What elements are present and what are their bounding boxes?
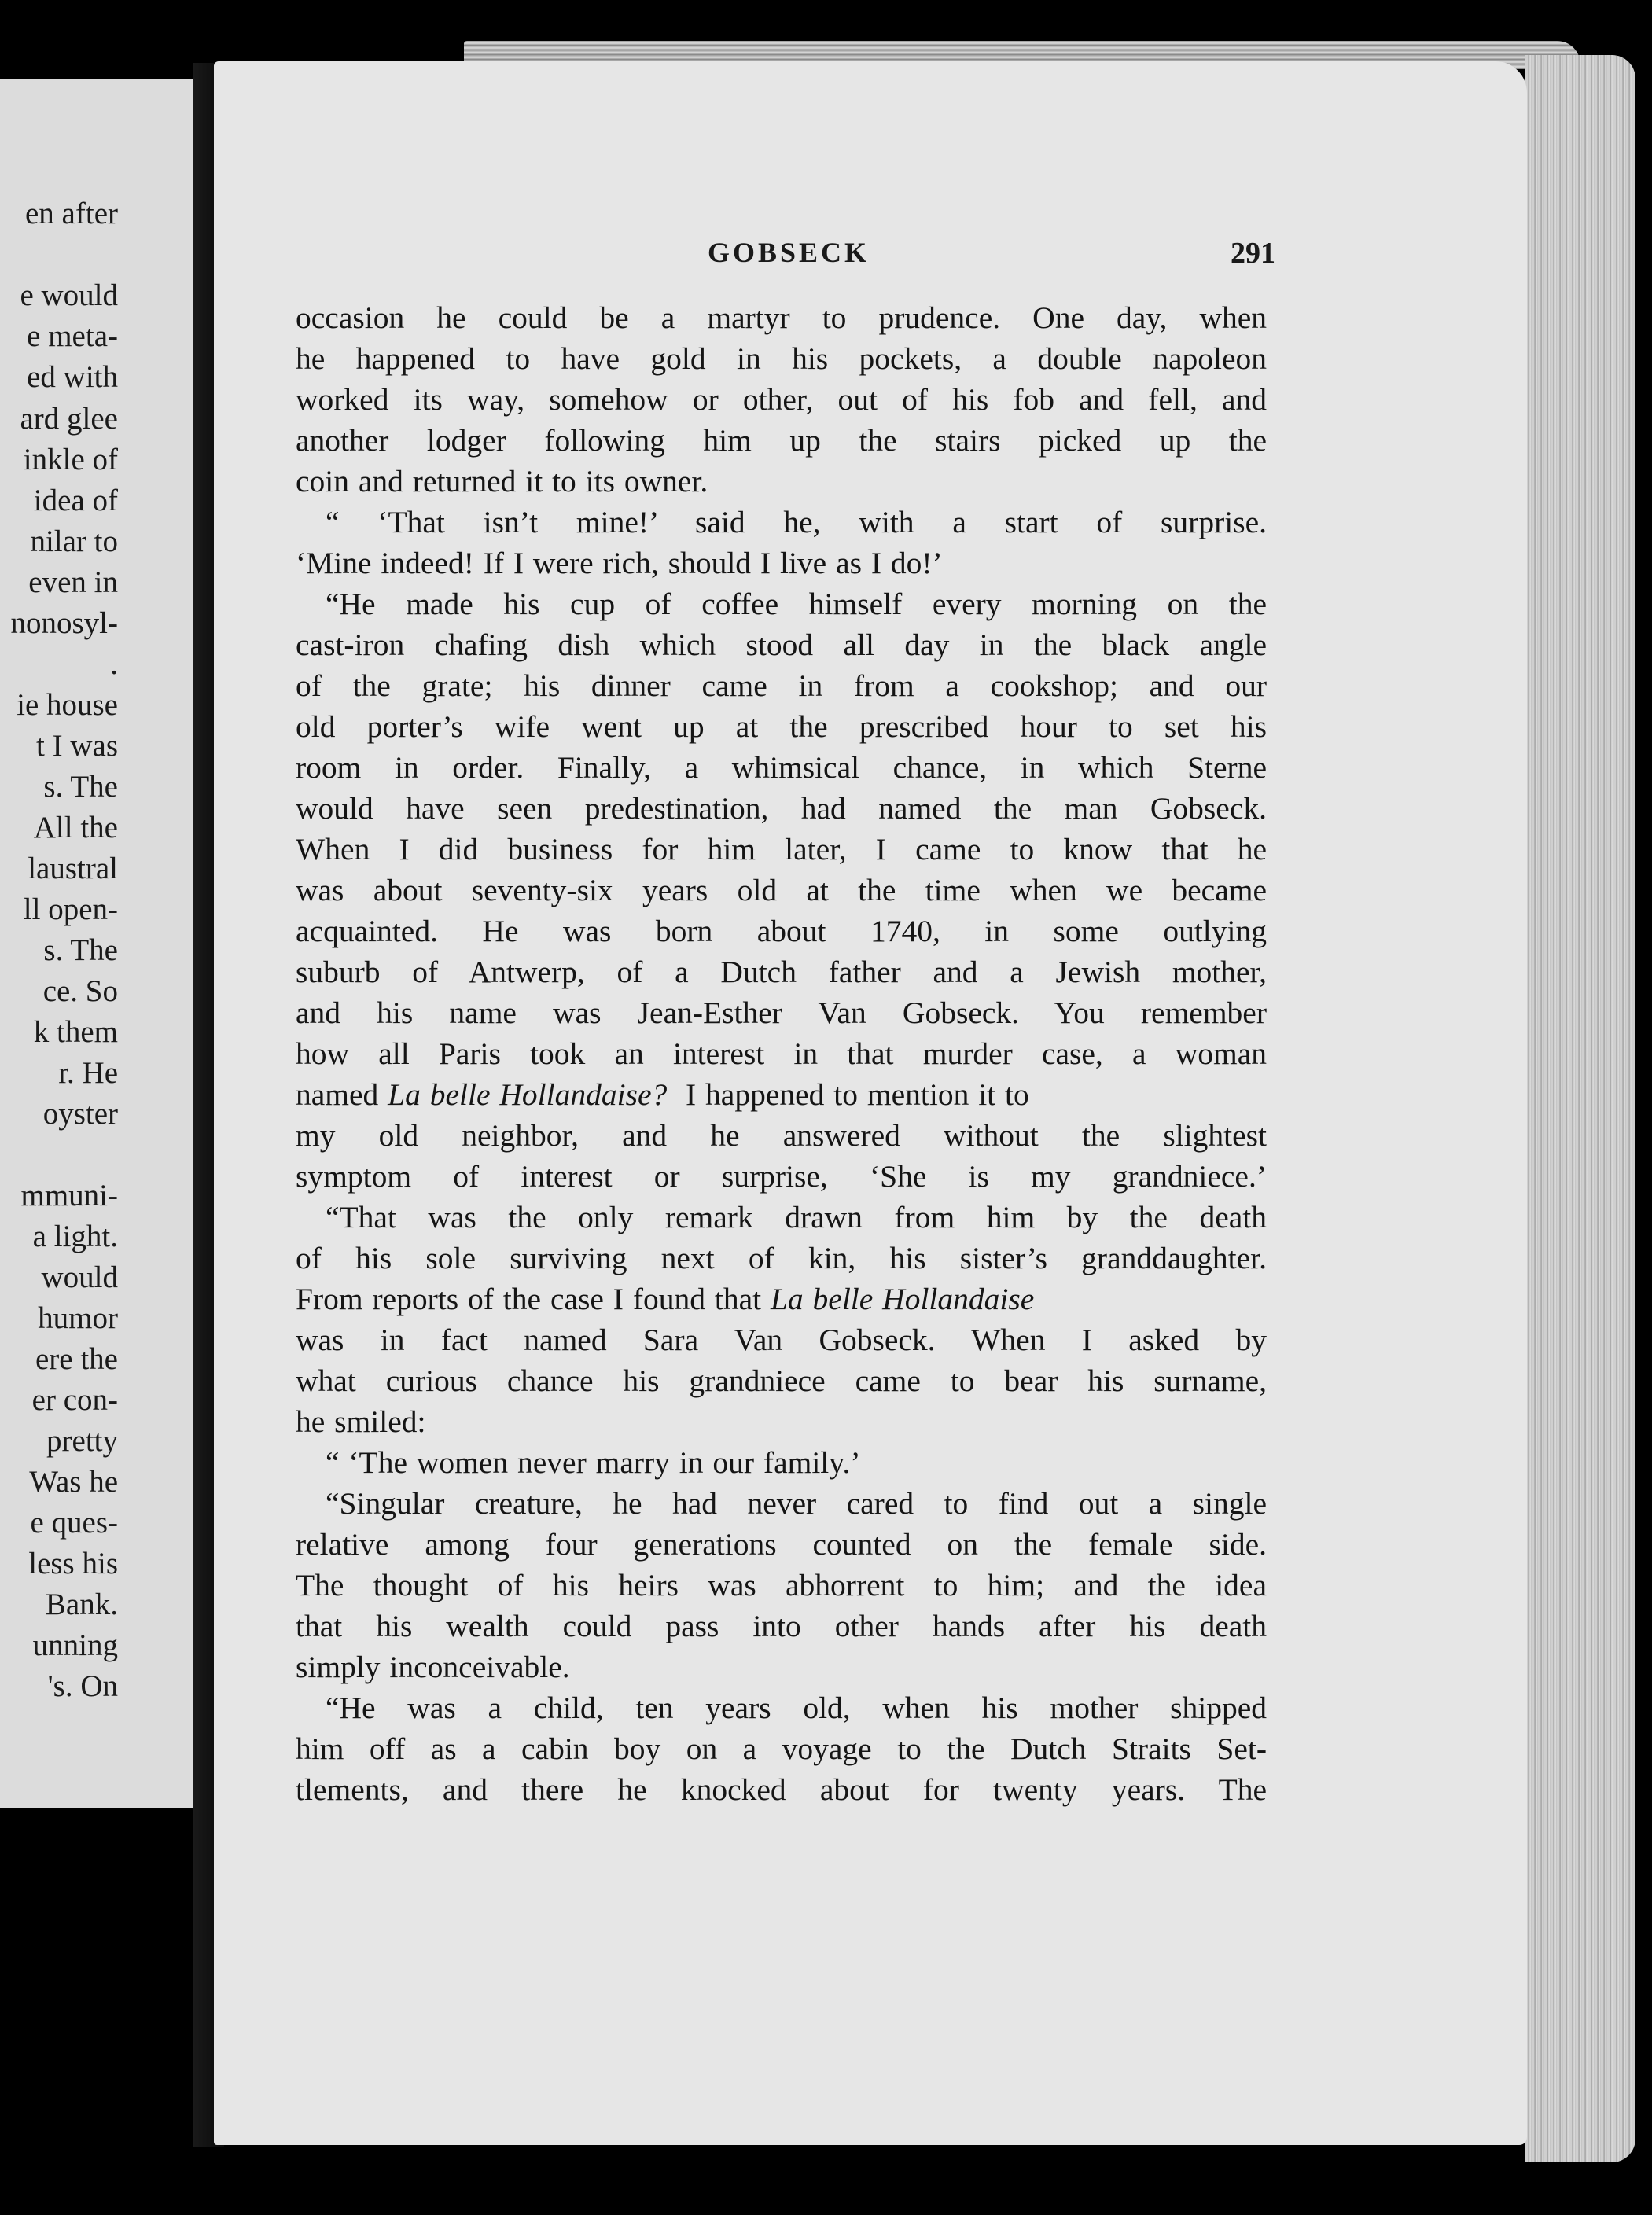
facing-page-line: ll open- [23, 892, 118, 926]
facing-page-line: even in [28, 565, 118, 599]
text-line: that his wealth could pass into other hands after his death [296, 1609, 1267, 1643]
text-line: him off as a cabin boy on a voyage to the Dutch Straits Set- [296, 1731, 1267, 1766]
body-text [296, 297, 1267, 1810]
text-line: was about seventy-six years old at the time when we became [296, 873, 1267, 907]
facing-page-line: k them [33, 1015, 118, 1049]
text-line: “He made his cup of coffee himself every morning on the [326, 587, 1267, 621]
facing-page-line: a light. [32, 1220, 118, 1253]
facing-page-line: less his [28, 1547, 118, 1580]
text-line: When I did business for him later, I came to know that he [296, 832, 1267, 866]
facing-page-line: e ques- [30, 1506, 118, 1540]
text-line: acquainted. He was born about 1740, in some outlying [296, 914, 1267, 948]
facing-page-line: . [110, 647, 118, 681]
text-line: and his name was Jean-Esther Van Gobseck. You remember [296, 995, 1267, 1030]
facing-page-line: nonosyl- [10, 606, 118, 640]
facing-page-line: idea of [33, 484, 118, 517]
text-line: “ ‘The women never marry in our family.’ [326, 1445, 861, 1480]
facing-page-line: All the [33, 811, 118, 844]
text-line: relative among four generations counted on the female side. [296, 1527, 1267, 1562]
text-line: was in fact named Sara Van Gobseck. When I asked by [296, 1323, 1267, 1357]
text-line: old porter’s wife went up at the prescribed hour to set his [296, 709, 1267, 744]
text-line: worked its way, somehow or other, out of his fob and fell, and [296, 382, 1267, 417]
text-run: From reports of the case I found that [296, 1282, 771, 1316]
text-line: another lodger following him up the stairs picked up the [296, 423, 1267, 458]
facing-page-line: laustral [28, 852, 118, 885]
facing-page-line: Bank. [45, 1588, 118, 1621]
facing-page-line: s. The [43, 933, 118, 967]
facing-page-text [0, 79, 193, 1808]
text-line: suburb of Antwerp, of a Dutch father and a Jewish mother, [296, 955, 1267, 989]
facing-page-line: would [41, 1260, 118, 1294]
facing-page-line: humor [38, 1301, 118, 1335]
text-line: “Singular creature, he had never cared to find out a single [326, 1486, 1267, 1521]
page-edge-stack [1525, 55, 1635, 2162]
page-number: 291 [1231, 237, 1275, 270]
facing-page-line: s. The [43, 770, 118, 804]
text-line: tlements, and there he knocked about for twenty years. The [296, 1772, 1267, 1807]
facing-page-line: e meta- [27, 319, 118, 353]
text-line: “He was a child, ten years old, when his mother shipped [326, 1691, 1267, 1725]
text-line: what curious chance his grandniece came to bear his surname, [296, 1363, 1267, 1398]
text-line: cast-iron chafing dish which stood all day in the black angle [296, 627, 1267, 662]
text-line: symptom of interest or surprise, ‘She is my grandniece.’ [296, 1159, 1267, 1194]
text-line: would have seen predestination, had named the man Gobseck. [296, 791, 1267, 826]
text-line: my old neighbor, and he answered without the slightest [296, 1118, 1267, 1153]
text-line: ‘Mine indeed! If I were rich, should I live as I do!’ [296, 546, 943, 580]
text-line: room in order. Finally, a whimsical chance, in which Sterne [296, 750, 1267, 785]
italic-title: La belle Hollandaise? [388, 1077, 668, 1112]
facing-page-line: en after [25, 197, 118, 230]
facing-page-line: e would [20, 278, 118, 312]
facing-page-line: Was he [29, 1465, 118, 1499]
facing-page-line: mmuni- [20, 1179, 118, 1212]
text-line: occasion he could be a martyr to prudence. One day, when [296, 300, 1267, 335]
text-line: simply inconceivable. [296, 1650, 570, 1684]
facing-page-left [0, 79, 193, 1808]
text-line: “That was the only remark drawn from him by the death [326, 1200, 1267, 1234]
text-line: he smiled: [296, 1404, 426, 1439]
facing-page-line: ere the [35, 1342, 118, 1376]
text-line: of the grate; his dinner came in from a cookshop; and our [296, 668, 1267, 703]
facing-page-line: unning [32, 1628, 118, 1662]
text-line: he happened to have gold in his pockets, a double napoleon [296, 341, 1267, 376]
text-line: The thought of his heirs was abhorrent to him; and the idea [296, 1568, 1267, 1602]
facing-page-line: ce. So [42, 974, 118, 1008]
facing-page-line: oyster [42, 1097, 118, 1131]
facing-page-line: ard glee [20, 402, 118, 436]
italic-title: La belle Hollandaise [770, 1282, 1035, 1316]
text-run: named [296, 1077, 388, 1112]
facing-page-line: ie house [17, 688, 118, 722]
text-line [296, 1279, 1267, 1319]
text-line: how all Paris took an interest in that murder case, a woman [296, 1036, 1267, 1071]
facing-page-line: ed with [27, 360, 118, 394]
facing-page-line: inkle of [23, 443, 118, 476]
facing-page-line: 's. On [47, 1669, 118, 1703]
facing-page-line: pretty [46, 1424, 118, 1458]
text-run: I happened to mention it to [667, 1077, 1029, 1112]
text-line: of his sole surviving next of kin, his sister’s granddaughter. [296, 1241, 1267, 1275]
running-head: GOBSECK [708, 237, 870, 268]
facing-page-line: nilar to [30, 524, 118, 558]
facing-page-line: r. He [58, 1056, 118, 1090]
text-line [296, 1074, 1267, 1115]
facing-page-line: t I was [36, 729, 118, 763]
text-line: “ ‘That isn’t mine!’ said he, with a start of surprise. [326, 505, 1267, 539]
text-line: coin and returned it to its owner. [296, 464, 708, 499]
facing-page-line: er con- [31, 1383, 118, 1417]
